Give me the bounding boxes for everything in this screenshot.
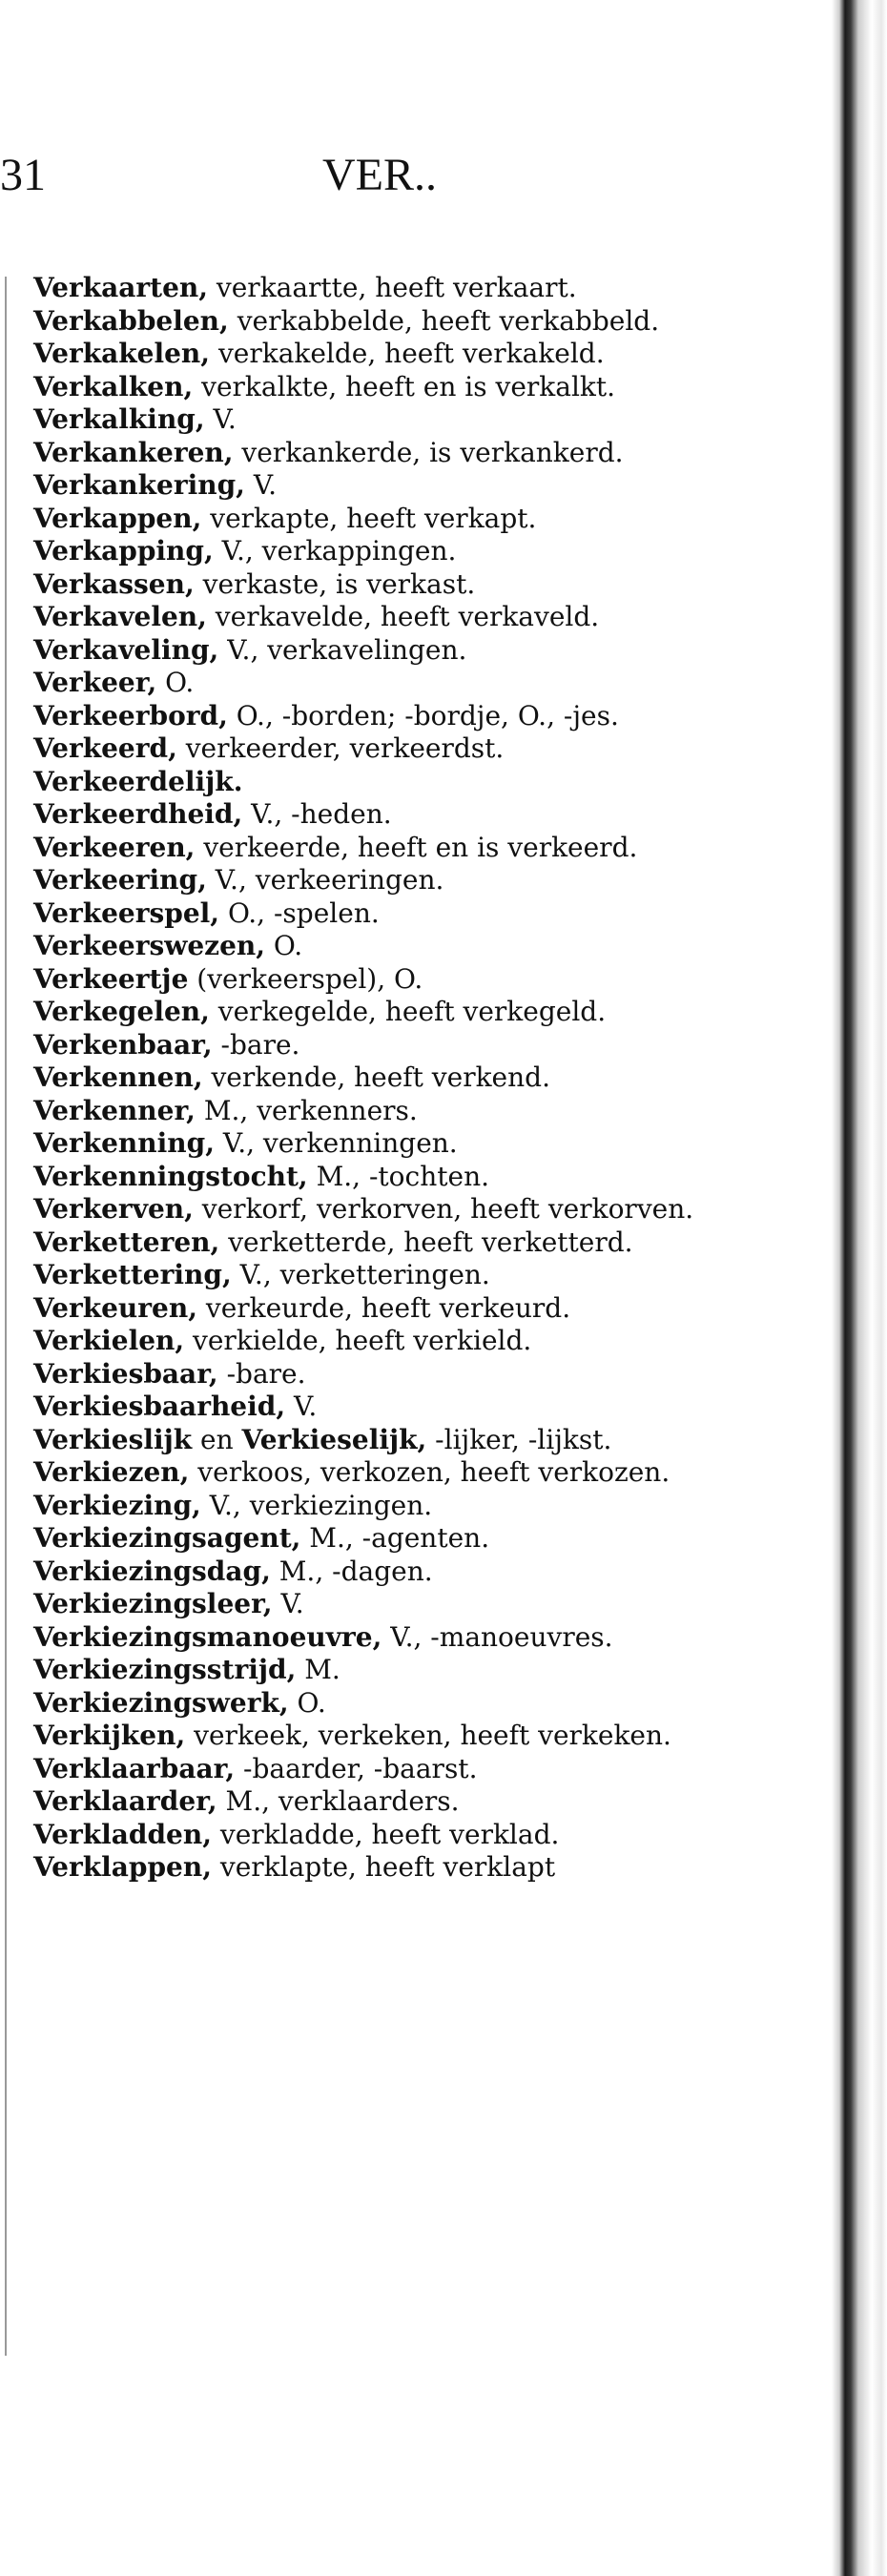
- dictionary-entry: [33, 1259, 720, 1292]
- entry-headword: Verkenbaar,: [33, 1028, 213, 1061]
- entry-headword: Verklaarbaar,: [33, 1752, 236, 1784]
- entry-headword: Verkappen,: [33, 502, 202, 534]
- entry-headword: Verkassen,: [33, 567, 195, 600]
- dictionary-entry: [33, 700, 720, 733]
- dictionary-entry: [33, 1127, 720, 1161]
- entry-headword: Verkijken,: [33, 1720, 186, 1751]
- entry-definition: V., -heden.: [242, 798, 392, 830]
- entry-headword: Verkeerdheid,: [33, 798, 243, 830]
- entry-definition: O.: [156, 667, 195, 698]
- entry-definition: verkeerde, heeft en is verkeerd.: [195, 831, 638, 863]
- dictionary-entry: [33, 1819, 720, 1852]
- dictionary-entry: [33, 1325, 720, 1358]
- entry-headword: Verkiezingsmanoeuvre,: [33, 1620, 382, 1653]
- dictionary-entry: [33, 338, 720, 371]
- dictionary-entry: [33, 1161, 720, 1194]
- entry-headword: Verkiezingsdag,: [33, 1555, 271, 1587]
- entry-headword: Verkenningstocht,: [33, 1160, 308, 1192]
- entry-definition: -lijker, -lijkst.: [426, 1423, 612, 1455]
- dictionary-entry: [33, 437, 720, 470]
- entry-headword: Verkeerbord,: [33, 699, 228, 732]
- entry-headword: Verkabbelen,: [33, 304, 229, 337]
- dictionary-entry: [33, 1753, 720, 1786]
- entry-headword: Verkaveling,: [33, 633, 219, 666]
- entry-definition: V., verkiezingen.: [200, 1489, 433, 1521]
- book-gutter: [832, 0, 887, 2576]
- entry-definition: verkladde, heeft verklad.: [211, 1818, 560, 1850]
- entry-headword: Verkladden,: [33, 1818, 212, 1850]
- entry-definition: verkeurde, heeft verkeurd.: [196, 1291, 571, 1324]
- entry-headword: Verklaarder,: [33, 1785, 217, 1817]
- dictionary-entries: [33, 272, 720, 1885]
- entry-headword: Verkeering,: [33, 864, 207, 896]
- entry-headword: Verkieslijk: [33, 1423, 193, 1455]
- dictionary-entry: [33, 535, 720, 568]
- entry-headword: Verkenning,: [33, 1127, 215, 1159]
- entry-definition: (verkeerspel), O.: [188, 962, 423, 995]
- entry-headword: Verklappen,: [33, 1851, 212, 1883]
- dictionary-entry: [33, 1556, 720, 1589]
- entry-headword: Verkeerdelijk.: [33, 765, 243, 797]
- entry-definition: V., verkappingen.: [213, 535, 457, 567]
- dictionary-entry: [33, 469, 720, 503]
- entry-definition: V., verkavelingen.: [218, 633, 467, 666]
- entry-headword: Verkiezingswerk,: [33, 1686, 289, 1719]
- entry-definition: verkeek, verkeken, heeft verkeken.: [185, 1720, 671, 1751]
- dictionary-entry: [33, 1029, 720, 1062]
- dictionary-entry: [33, 897, 720, 931]
- entry-definition: O., -spelen.: [219, 896, 380, 929]
- dictionary-entry: [33, 371, 720, 404]
- dictionary-entry: [33, 1456, 720, 1490]
- entry-headword: Verkiezingsleer,: [33, 1588, 273, 1619]
- entry-headword: Verkettering,: [33, 1259, 232, 1290]
- entry-definition: verkielde, heeft verkield.: [184, 1325, 532, 1356]
- dictionary-entry: [33, 1391, 720, 1424]
- dictionary-entry: [33, 766, 720, 799]
- dictionary-entry: [33, 1687, 720, 1721]
- entry-definition: M., -tochten.: [307, 1160, 489, 1192]
- entry-headword: Verkakelen,: [33, 338, 211, 369]
- entry-definition: -bare.: [212, 1028, 300, 1061]
- entry-definition: V.: [285, 1391, 318, 1422]
- entry-definition: verkende, heeft verkend.: [202, 1061, 550, 1093]
- dictionary-entry: [33, 601, 720, 634]
- entry-definition: M., verklaarders.: [217, 1785, 460, 1817]
- entry-headword: Verkeeren,: [33, 831, 196, 863]
- entry-headword: Verkeertje: [33, 962, 189, 995]
- dictionary-entry: [33, 1654, 720, 1687]
- entry-definition: verketterde, heeft verketterd.: [219, 1226, 633, 1258]
- entry-definition: O., -borden; -bordje, O., -jes.: [227, 699, 619, 732]
- dictionary-entry: [33, 272, 720, 305]
- entry-headword: Verkalken,: [33, 370, 194, 402]
- entry-definition: V., -manoeuvres.: [382, 1620, 613, 1653]
- dictionary-entry: [33, 1292, 720, 1326]
- entry-headword: Verkiezen,: [33, 1456, 190, 1488]
- dictionary-entry: [33, 1424, 720, 1457]
- entry-definition: M., -agenten.: [300, 1522, 490, 1554]
- entry-definition: verkeerder, verkeerdst.: [176, 732, 505, 764]
- entry-headword: Verkalking,: [33, 403, 205, 435]
- dictionary-entry: [33, 832, 720, 865]
- entry-headword: Verkiesbaarheid,: [33, 1391, 286, 1422]
- entry-definition: verkavelde, heeft verkaveld.: [206, 601, 600, 632]
- entry-headword: Verkennen,: [33, 1061, 203, 1093]
- dictionary-entry: [33, 667, 720, 700]
- entry-definition: verkaste, is verkast.: [194, 567, 476, 600]
- entry-definition: verkakelde, heeft verkakeld.: [210, 338, 605, 369]
- entry-headword: Verkankeren,: [33, 436, 234, 468]
- entry-definition: V., verketteringen.: [231, 1259, 490, 1290]
- dictionary-entry: [33, 963, 720, 997]
- entry-headword: Verkapping,: [33, 535, 214, 567]
- entry-definition: verkorf, verkorven, heeft verkorven.: [193, 1193, 694, 1225]
- entry-definition: V.: [204, 403, 237, 435]
- dictionary-entry: [33, 568, 720, 602]
- entry-definition: M., -dagen.: [270, 1555, 433, 1587]
- entry-definition: O.: [265, 930, 303, 961]
- column-rule: [5, 277, 7, 2356]
- entry-headword: Verkiezingsagent,: [33, 1522, 301, 1554]
- dictionary-entry: [33, 1720, 720, 1753]
- dictionary-entry: [33, 1358, 720, 1391]
- entry-definition: O.: [288, 1686, 326, 1719]
- dictionary-entry: [33, 503, 720, 536]
- dictionary-entry: [33, 996, 720, 1029]
- entry-headword: Verkiesbaar,: [33, 1357, 218, 1390]
- dictionary-entry: [33, 1588, 720, 1621]
- dictionary-entry: [33, 1785, 720, 1819]
- dictionary-entry: [33, 1621, 720, 1655]
- entry-headword: Verkiezing,: [33, 1489, 201, 1521]
- dictionary-entry: [33, 732, 720, 766]
- page-number: 31: [0, 150, 46, 200]
- dictionary-entry: [33, 1522, 720, 1556]
- dictionary-entry: [33, 1226, 720, 1260]
- dictionary-entry: [33, 1490, 720, 1523]
- entry-definition: verkoos, verkozen, heeft verkozen.: [189, 1456, 670, 1488]
- dictionary-entry: [33, 1061, 720, 1095]
- entry-definition: V., verkenningen.: [214, 1127, 458, 1159]
- entry-definition: en: [192, 1423, 242, 1455]
- entry-definition: verkapte, heeft verkapt.: [201, 502, 537, 534]
- dictionary-entry: [33, 864, 720, 897]
- entry-definition: verklapte, heeft verklapt: [211, 1851, 556, 1883]
- dictionary-entry: [33, 1851, 720, 1885]
- running-head: VER..: [322, 150, 437, 200]
- entry-headword: Verkeerswezen,: [33, 930, 266, 961]
- entry-definition: -bare.: [217, 1357, 306, 1390]
- entry-headword: Verkielen,: [33, 1325, 185, 1356]
- entry-headword: Verkegelen,: [33, 996, 210, 1027]
- entry-definition: verkegelde, heeft verkegeld.: [209, 996, 607, 1027]
- dictionary-entry: [33, 403, 720, 437]
- entry-definition: M., verkenners.: [195, 1094, 418, 1126]
- entry-headword: Verkerven,: [33, 1193, 194, 1225]
- entry-definition: M.: [296, 1654, 340, 1685]
- dictionary-entry: [33, 930, 720, 963]
- entry-headword: Verkieselijk,: [241, 1423, 427, 1455]
- entry-definition: -baarder, -baarst.: [235, 1752, 478, 1784]
- entry-definition: verkalkte, heeft en is verkalkt.: [193, 370, 616, 402]
- entry-headword: Verkavelen,: [33, 601, 207, 632]
- entry-definition: V.: [272, 1588, 304, 1619]
- entry-definition: verkankerde, is verkankerd.: [233, 436, 624, 468]
- entry-definition: V., verkeeringen.: [206, 864, 444, 896]
- dictionary-entry: [33, 1193, 720, 1226]
- dictionary-entry: [33, 798, 720, 832]
- entry-headword: Verkeer,: [33, 667, 157, 698]
- entry-definition: verkaartte, heeft verkaart.: [208, 272, 577, 303]
- entry-headword: Verkeerd,: [33, 732, 177, 764]
- dictionary-entry: [33, 634, 720, 668]
- dictionary-entry: [33, 305, 720, 339]
- entry-headword: Verkeerspel,: [33, 896, 220, 929]
- entry-headword: Verketteren,: [33, 1226, 220, 1258]
- entry-definition: V.: [244, 469, 278, 501]
- entry-headword: Verkeuren,: [33, 1291, 197, 1324]
- entry-headword: Verkaarten,: [33, 272, 209, 303]
- entry-headword: Verkankering,: [33, 469, 245, 501]
- dictionary-entry: [33, 1095, 720, 1128]
- entry-definition: verkabbelde, heeft verkabbeld.: [228, 304, 660, 337]
- entry-headword: Verkenner,: [33, 1094, 196, 1126]
- entry-headword: Verkiezingsstrijd,: [33, 1654, 297, 1685]
